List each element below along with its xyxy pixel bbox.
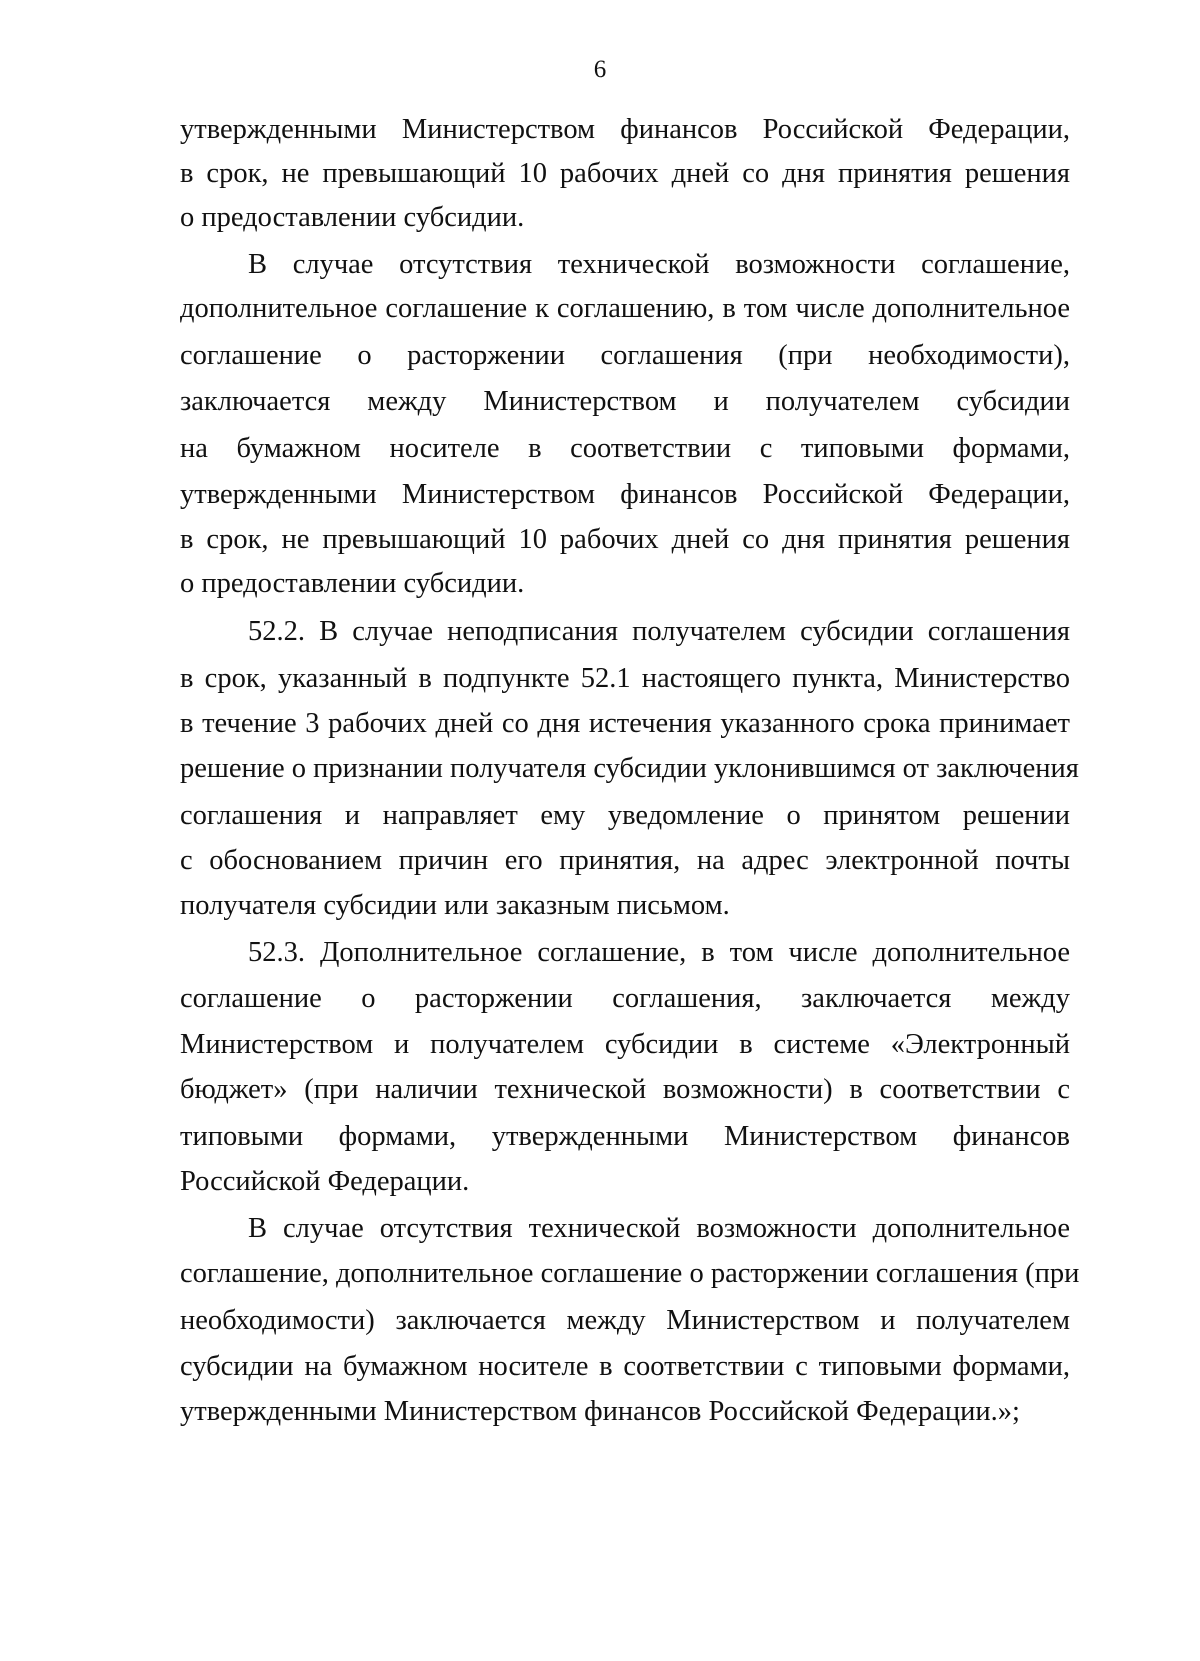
text-line: в срок, не превышающий 10 рабочих дней со дня принятия решения (180, 524, 1070, 555)
text-line: с обоснованием причин его принятия, на адрес электронной почты (180, 845, 1070, 876)
text-line: утвержденными Министерством финансов Российской Федерации, (180, 479, 1070, 510)
text-line: типовыми формами, утвержденными Министерством финансов (180, 1121, 1070, 1152)
text-line: утвержденными Министерством финансов Российской Федерации.»; (180, 1396, 1020, 1427)
text-line: Российской Федерации. (180, 1166, 470, 1197)
text-line: В случае отсутствия технической возможности дополнительное (248, 1213, 1070, 1244)
text-line: в срок, указанный в подпункте 52.1 настоящего пункта, Министерство (180, 663, 1070, 694)
text-line: в течение 3 рабочих дней со дня истечения указанного срока принимает (180, 708, 1070, 739)
text-line: о предоставлении субсидии. (180, 202, 525, 233)
text-line: соглашение, дополнительное соглашение о расторжении соглашения (при (180, 1258, 1080, 1289)
page-number: 6 (593, 56, 607, 83)
text-line: соглашения и направляет ему уведомление о принятом решении (180, 800, 1070, 831)
text-line: заключается между Министерством и получателем субсидии (180, 386, 1070, 417)
text-line: необходимости) заключается между Министерством и получателем (180, 1305, 1070, 1336)
text-line: о предоставлении субсидии. (180, 568, 525, 599)
text-line: Министерством и получателем субсидии в системе «Электронный (180, 1029, 1070, 1060)
text-line: В случае отсутствия технической возможности соглашение, (248, 249, 1070, 280)
text-line: 52.3. Дополнительное соглашение, в том числе дополнительное (248, 937, 1070, 968)
text-line: 52.2. В случае неподписания получателем субсидии соглашения (248, 616, 1070, 647)
text-line: субсидии на бумажном носителе в соответствии с типовыми формами, (180, 1351, 1070, 1382)
text-line: соглашение о расторжении соглашения (при необходимости), (180, 340, 1070, 371)
text-line: на бумажном носителе в соответствии с типовыми формами, (180, 433, 1070, 464)
text-line: соглашение о расторжении соглашения, заключается между (180, 983, 1070, 1014)
text-line: утвержденными Министерством финансов Российской Федерации, (180, 114, 1070, 145)
text-line: получателя субсидии или заказным письмом. (180, 890, 730, 921)
text-line: бюджет» (при наличии технической возможности) в соответствии с (180, 1074, 1070, 1105)
text-line: решение о признании получателя субсидии уклонившимся от заключения (180, 753, 1079, 784)
text-line: дополнительное соглашение к соглашению, в том числе дополнительное (180, 293, 1070, 324)
text-line: в срок, не превышающий 10 рабочих дней со дня принятия решения (180, 158, 1070, 189)
